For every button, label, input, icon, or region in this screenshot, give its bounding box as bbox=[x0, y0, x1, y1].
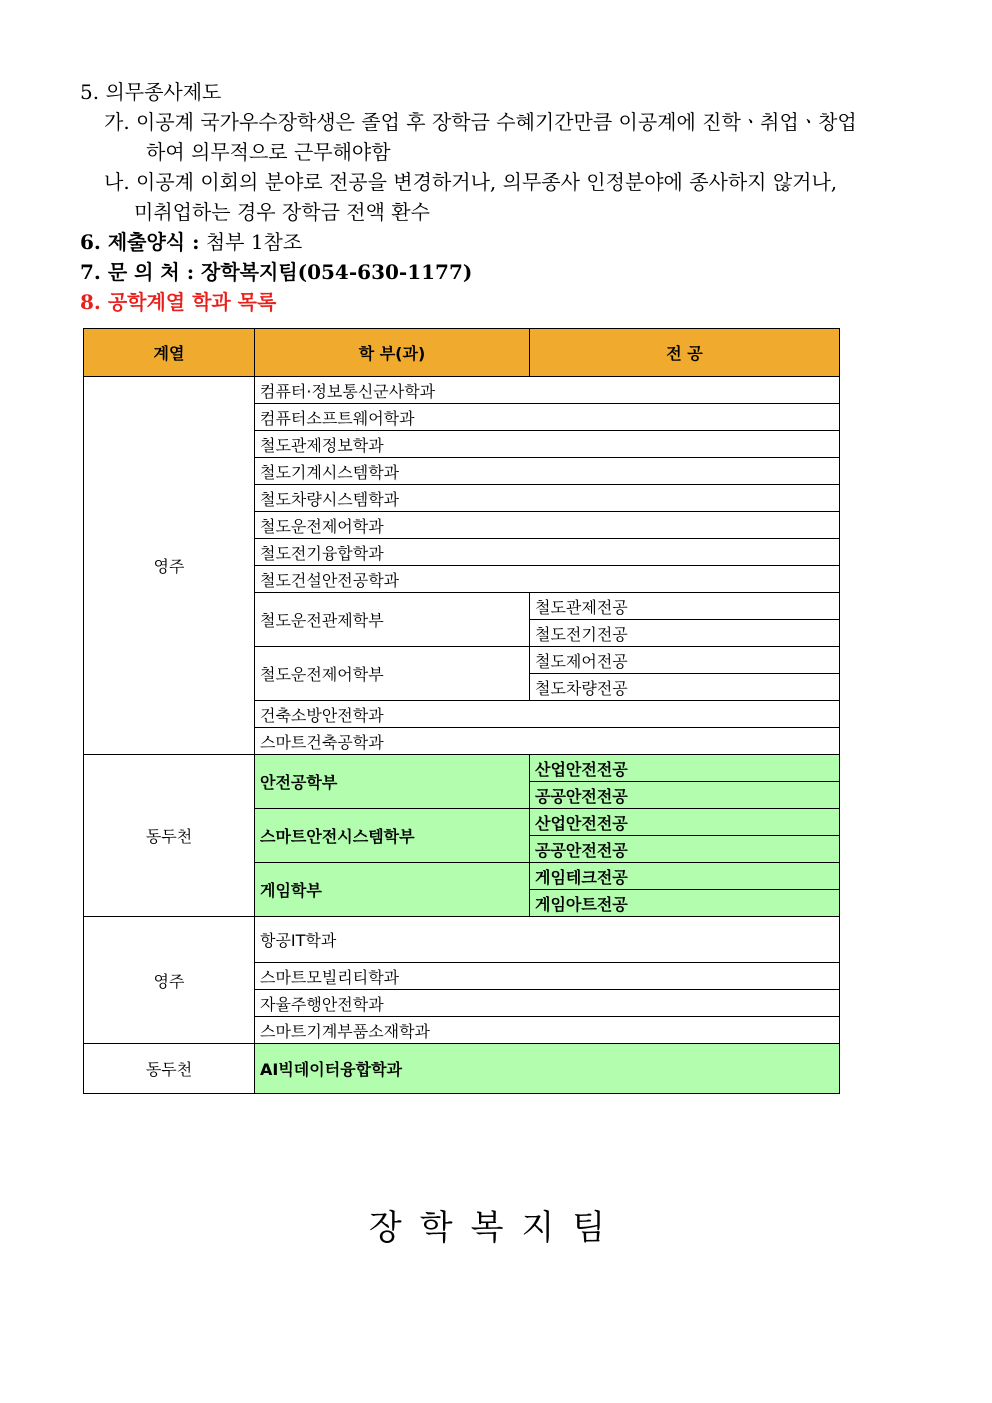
section-7: 7. 문 의 처 : 장학복지팀(054-630-1177) bbox=[80, 260, 473, 284]
region-cell: 영주 bbox=[84, 917, 255, 1044]
major-cell: 철도차량전공 bbox=[530, 674, 840, 701]
dept-cell: 철도운전제어학과 bbox=[255, 512, 840, 539]
major-cell: 철도관제전공 bbox=[530, 593, 840, 620]
dept-cell: 스마트건축공학과 bbox=[255, 728, 840, 755]
dept-cell: 컴퓨터소프트웨어학과 bbox=[255, 404, 840, 431]
dept-cell: 철도운전관제학부 bbox=[255, 593, 530, 647]
major-cell: 산업안전전공 bbox=[530, 755, 840, 782]
table-row bbox=[84, 377, 840, 404]
header-major: 전 공 bbox=[530, 329, 840, 377]
dept-cell: 스마트모빌리티학과 bbox=[255, 963, 840, 990]
major-cell: 게임아트전공 bbox=[530, 890, 840, 917]
department-table bbox=[83, 328, 840, 1094]
major-cell: 산업안전전공 bbox=[530, 809, 840, 836]
table-row bbox=[84, 1044, 840, 1094]
table-row bbox=[84, 755, 840, 782]
section-5-item-b-line1: 나. 이공계 이회의 분야로 전공을 변경하거나, 의무종사 인정분야에 종사하지 않거나, bbox=[104, 170, 838, 194]
section-5-item-a-line2: 하여 의무적으로 근무해야함 bbox=[146, 140, 391, 164]
header-region: 계열 bbox=[84, 329, 255, 377]
dept-cell: 게임학부 bbox=[255, 863, 530, 917]
major-cell: 공공안전전공 bbox=[530, 782, 840, 809]
major-cell: 게임테크전공 bbox=[530, 863, 840, 890]
section-6-value: 첨부 1참조 bbox=[199, 230, 303, 254]
major-cell: 철도제어전공 bbox=[530, 647, 840, 674]
dept-cell: 철도관제정보학과 bbox=[255, 431, 840, 458]
header-dept: 학 부(과) bbox=[255, 329, 530, 377]
dept-cell: 항공IT학과 bbox=[255, 917, 840, 963]
dept-cell: AI빅데이터융합학과 bbox=[255, 1044, 840, 1094]
region-cell: 동두천 bbox=[84, 755, 255, 917]
dept-cell: 스마트안전시스템학부 bbox=[255, 809, 530, 863]
section-5-item-b-line2: 미취업하는 경우 장학금 전액 환수 bbox=[134, 200, 430, 224]
footer-signature: 장학복지팀 bbox=[368, 1208, 624, 1248]
dept-cell: 철도차량시스템학과 bbox=[255, 485, 840, 512]
major-cell: 철도전기전공 bbox=[530, 620, 840, 647]
section-5-title: 5. 의무종사제도 bbox=[80, 80, 222, 104]
region-cell: 동두천 bbox=[84, 1044, 255, 1094]
dept-cell: 철도전기융합학과 bbox=[255, 539, 840, 566]
table-row bbox=[84, 917, 840, 963]
section-5-item-a-line1: 가. 이공계 국가우수장학생은 졸업 후 장학금 수혜기간만큼 이공계에 진학ㆍ취업ㆍ창업 bbox=[104, 110, 857, 134]
section-6-label: 6. 제출양식 : bbox=[80, 230, 200, 254]
dept-cell: 자율주행안전학과 bbox=[255, 990, 840, 1017]
dept-cell: 컴퓨터·정보통신군사학과 bbox=[255, 377, 840, 404]
dept-cell: 건축소방안전학과 bbox=[255, 701, 840, 728]
table-header-row bbox=[84, 329, 840, 377]
region-cell: 영주 bbox=[84, 377, 255, 755]
dept-cell: 안전공학부 bbox=[255, 755, 530, 809]
section-8-title: 8. 공학계열 학과 목록 bbox=[80, 290, 277, 314]
dept-cell: 철도운전제어학부 bbox=[255, 647, 530, 701]
section-6 bbox=[80, 230, 302, 254]
major-cell: 공공안전전공 bbox=[530, 836, 840, 863]
dept-cell: 철도기계시스템학과 bbox=[255, 458, 840, 485]
dept-cell: 스마트기계부품소재학과 bbox=[255, 1017, 840, 1044]
dept-cell: 철도건설안전공학과 bbox=[255, 566, 840, 593]
